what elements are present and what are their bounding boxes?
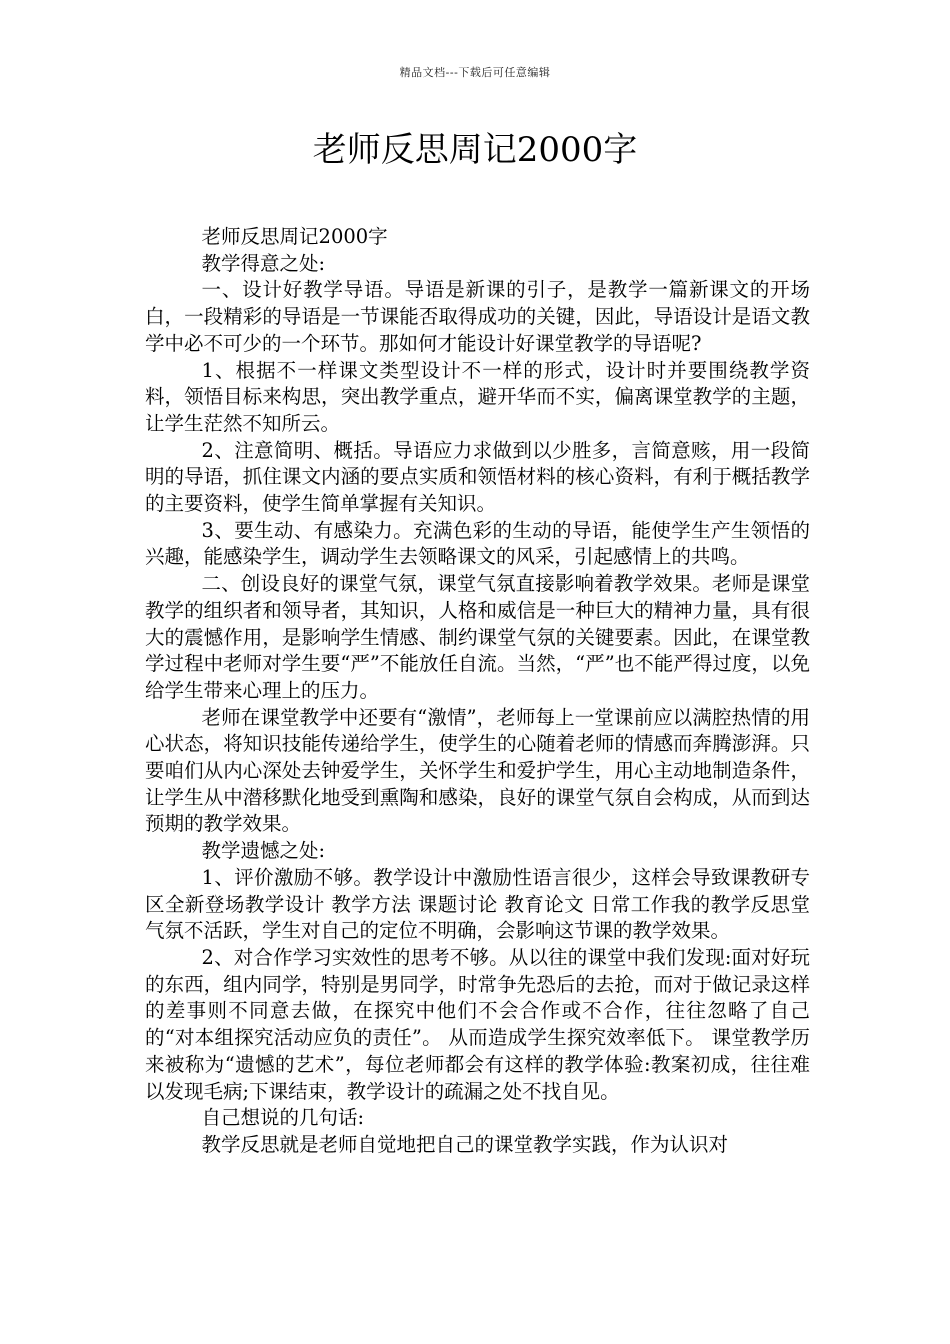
paragraph: 自己想说的几句话: <box>201 1106 365 1130</box>
paragraph: 二、创设良好的课堂气氛，课堂气氛直接影响着教学效果。老师是课堂教学的组织者和领导者，其知识，人格和威信是一种巨大的精神力量，具有很大的震憾作用，是影响学生情感、制约课堂气氛的关键要素。因此，在课堂教学过程中老师对学生要“严”不能放任自流。当然，“严”也不能严得过度，以免给学生带来心理上的压力。 <box>145 572 810 702</box>
paragraph: 3、要生动、有感染力。充满色彩的生动的导语，能使学生产生领悟的兴趣，能感染学生，调动学生去领略课文的风采，引起感情上的共鸣。 <box>145 518 810 569</box>
paragraph: 2、注意简明、概括。导语应力求做到以少胜多，言简意赅，用一段简明的导语，抓住课文内涵的要点实质和领悟材料的核心资料，有利于概括教学的主要资料，使学生简单掌握有关知识。 <box>145 438 810 516</box>
document-title: 老师反思周记2000字 <box>312 130 638 170</box>
header-note: 精品文档---下载后可任意编辑 <box>399 66 551 79</box>
paragraph: 教学遗憾之处: <box>201 839 326 863</box>
paragraph: 1、根据不一样课文类型设计不一样的形式，设计时并要围绕教学资料，领悟目标来构思，突出教学重点，避开华而不实，偏离课堂教学的主题，让学生茫然不知所云。 <box>145 358 810 435</box>
paragraph: 教学得意之处: <box>201 251 326 275</box>
paragraph: 一、设计好教学导语。导语是新课的引子，是教学一篇新课文的开场白，一段精彩的导语是一节课能否取得成功的关键，因此，导语设计是语文教学中必不可少的一个环节。那如何才能设计好课堂教学的导语呢? <box>145 278 810 355</box>
paragraph: 2、对合作学习实效性的思考不够。从以往的课堂中我们发现:面对好玩的东西，组内同学，特别是男同学，时常争先恐后的去抢，而对于做记录这样的差事则不同意去做，在探究中他们不会合作或不合作，往往忽略了自己的“对本组探究活动应负的责任”。 从而造成学生探究效率低下。 课堂教学历来被称为“遗憾的艺术”，每位老师都会有这样的教学体验:教案初成，往往难以发现毛病;下课结束，教学设计的疏漏之处不找自见。 <box>145 945 810 1103</box>
paragraph: 老师在课堂教学中还要有“激情”，老师每上一堂课前应以满腔热情的用心状态，将知识技能传递给学生，使学生的心随着老师的情感而奔腾澎湃。只要咱们从内心深处去钟爱学生，关怀学生和爱护学生，用心主动地制造条件，让学生从中潜移默化地受到熏陶和感染，良好的课堂气氛自会构成，从而到达预期的教学效果。 <box>145 705 810 836</box>
paragraph: 教学反思就是老师自觉地把自己的课堂教学实践，作为认识对 <box>201 1132 729 1156</box>
document-body <box>145 224 810 1159</box>
paragraph: 老师反思周记2000字 <box>201 225 388 248</box>
paragraph: 1、评价激励不够。教学设计中激励性语言很少，这样会导致课教研专区全新登场教学设计 教学方法 课题讨论 教育论文 日常工作我的教学反思堂气氛不活跃，学生对自己的定位不明确，会影响这节课的教学效果。 <box>145 865 810 943</box>
